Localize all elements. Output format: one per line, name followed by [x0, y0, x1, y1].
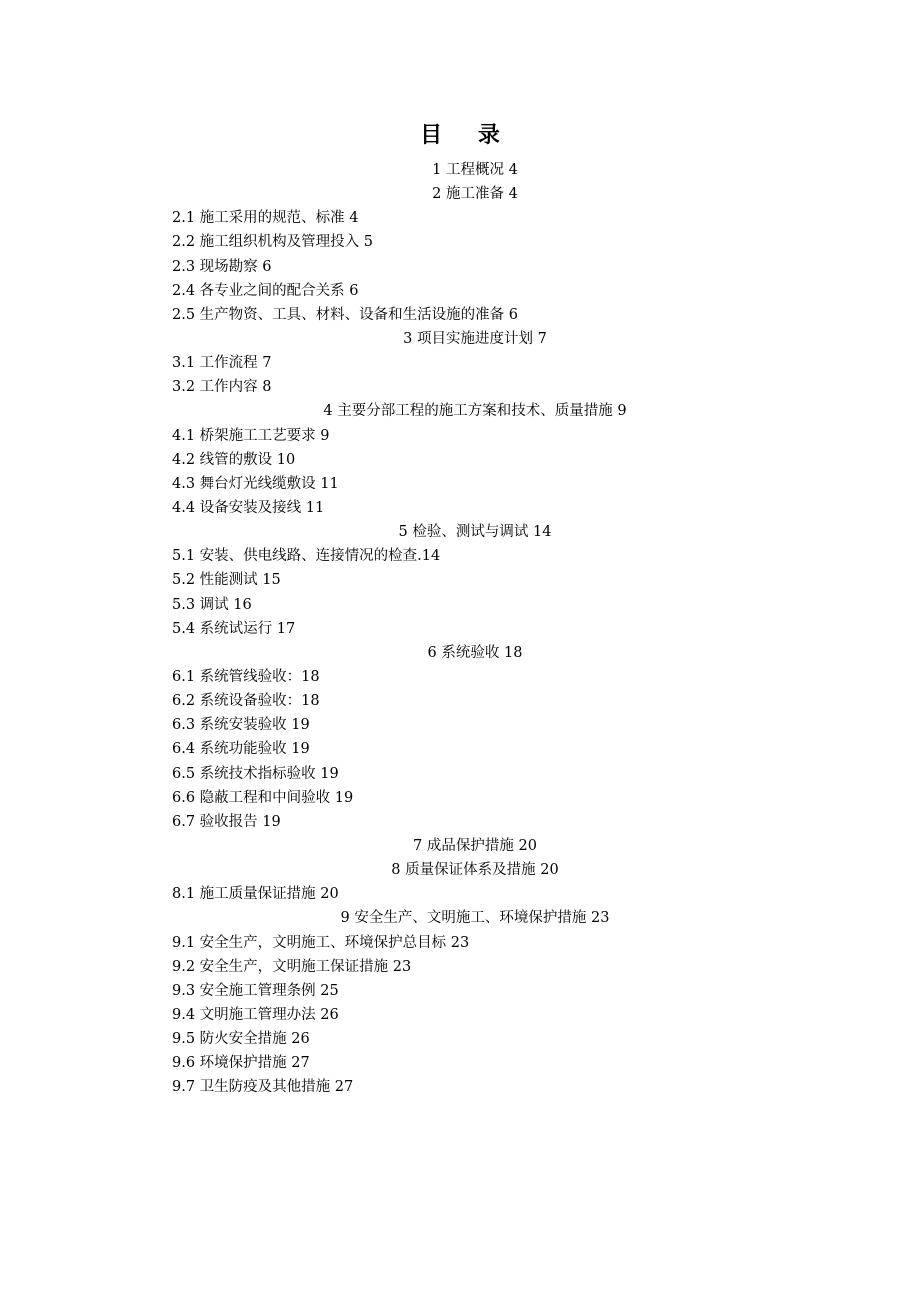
toc-chapter-entry: 2 施工准备 4 [432, 186, 518, 203]
toc-section-entry: 2.5 生产物资、工具、材料、设备和生活设施的准备 6 [172, 306, 519, 323]
toc-section-entry: 9.6 环境保护措施 27 [172, 1055, 310, 1072]
toc-section-entry: 6.2 系统设备验收：18 [172, 693, 320, 710]
toc-section-entry: 3.2 工作内容 8 [172, 379, 272, 396]
toc-section-entry: 6.4 系统功能验收 19 [172, 741, 310, 758]
toc-section-entry: 2.1 施工采用的规范、标准 4 [172, 210, 359, 227]
toc-section-entry: 9.2 安全生产，文明施工保证措施 23 [172, 958, 412, 975]
toc-section-entry: 6.3 系统安装验收 19 [172, 717, 310, 734]
toc-section-entry: 8.1 施工质量保证措施 20 [172, 886, 339, 903]
toc-chapter-entry: 1 工程概况 4 [432, 162, 518, 178]
toc-section-entry: 4.1 桥架施工工艺要求 9 [172, 427, 330, 444]
toc-chapter-entry: 8 质量保证体系及措施 20 [391, 862, 559, 879]
table-of-contents [0, 158, 920, 1099]
toc-section-entry: 2.4 各专业之间的配合关系 6 [172, 282, 359, 299]
toc-section-entry: 6.5 系统技术指标验收 19 [172, 765, 339, 782]
toc-section-entry: 5.4 系统试运行 17 [172, 620, 296, 637]
toc-chapter-entry: 5 检验、测试与调试 14 [398, 524, 552, 541]
toc-section-entry: 6.7 验收报告 19 [172, 813, 281, 830]
toc-section-entry: 9.3 安全施工管理条例 25 [172, 982, 339, 999]
toc-section-entry: 5.2 性能测试 15 [172, 572, 281, 589]
toc-chapter-entry: 4 主要分部工程的施工方案和技术、质量措施 9 [323, 403, 627, 420]
toc-chapter-entry: 9 安全生产、文明施工、环境保护措施 23 [340, 910, 610, 927]
toc-section-entry: 9.1 安全生产，文明施工、环境保护总目标 23 [172, 934, 470, 951]
toc-section-entry: 5.1 安装、供电线路、连接情况的检查.14 [172, 548, 441, 565]
toc-section-entry: 9.7 卫生防疫及其他措施 27 [172, 1079, 354, 1096]
toc-section-entry: 4.2 线管的敷设 10 [172, 451, 296, 468]
toc-chapter-entry: 7 成品保护措施 20 [413, 837, 537, 854]
toc-section-entry: 6.1 系统管线验收：18 [172, 668, 320, 685]
toc-chapter-entry: 3 项目实施进度计划 7 [403, 330, 547, 347]
toc-section-entry: 3.1 工作流程 7 [172, 355, 272, 372]
toc-section-entry: 4.3 舞台灯光线缆敷设 11 [172, 475, 339, 492]
toc-section-entry: 2.3 现场勘察 6 [172, 258, 272, 275]
toc-section-entry: 9.5 防火安全措施 26 [172, 1031, 310, 1048]
toc-section-entry: 5.3 调试 16 [172, 596, 252, 613]
toc-section-entry: 9.4 文明施工管理办法 26 [172, 1006, 339, 1023]
toc-section-entry: 6.6 隐蔽工程和中间验收 19 [172, 789, 354, 806]
toc-chapter-entry: 6 系统验收 18 [427, 644, 523, 661]
toc-section-entry: 4.4 设备安装及接线 11 [172, 499, 325, 516]
toc-section-entry: 2.2 施工组织机构及管理投入 5 [172, 234, 374, 251]
page-title: 目 录 [420, 122, 514, 148]
